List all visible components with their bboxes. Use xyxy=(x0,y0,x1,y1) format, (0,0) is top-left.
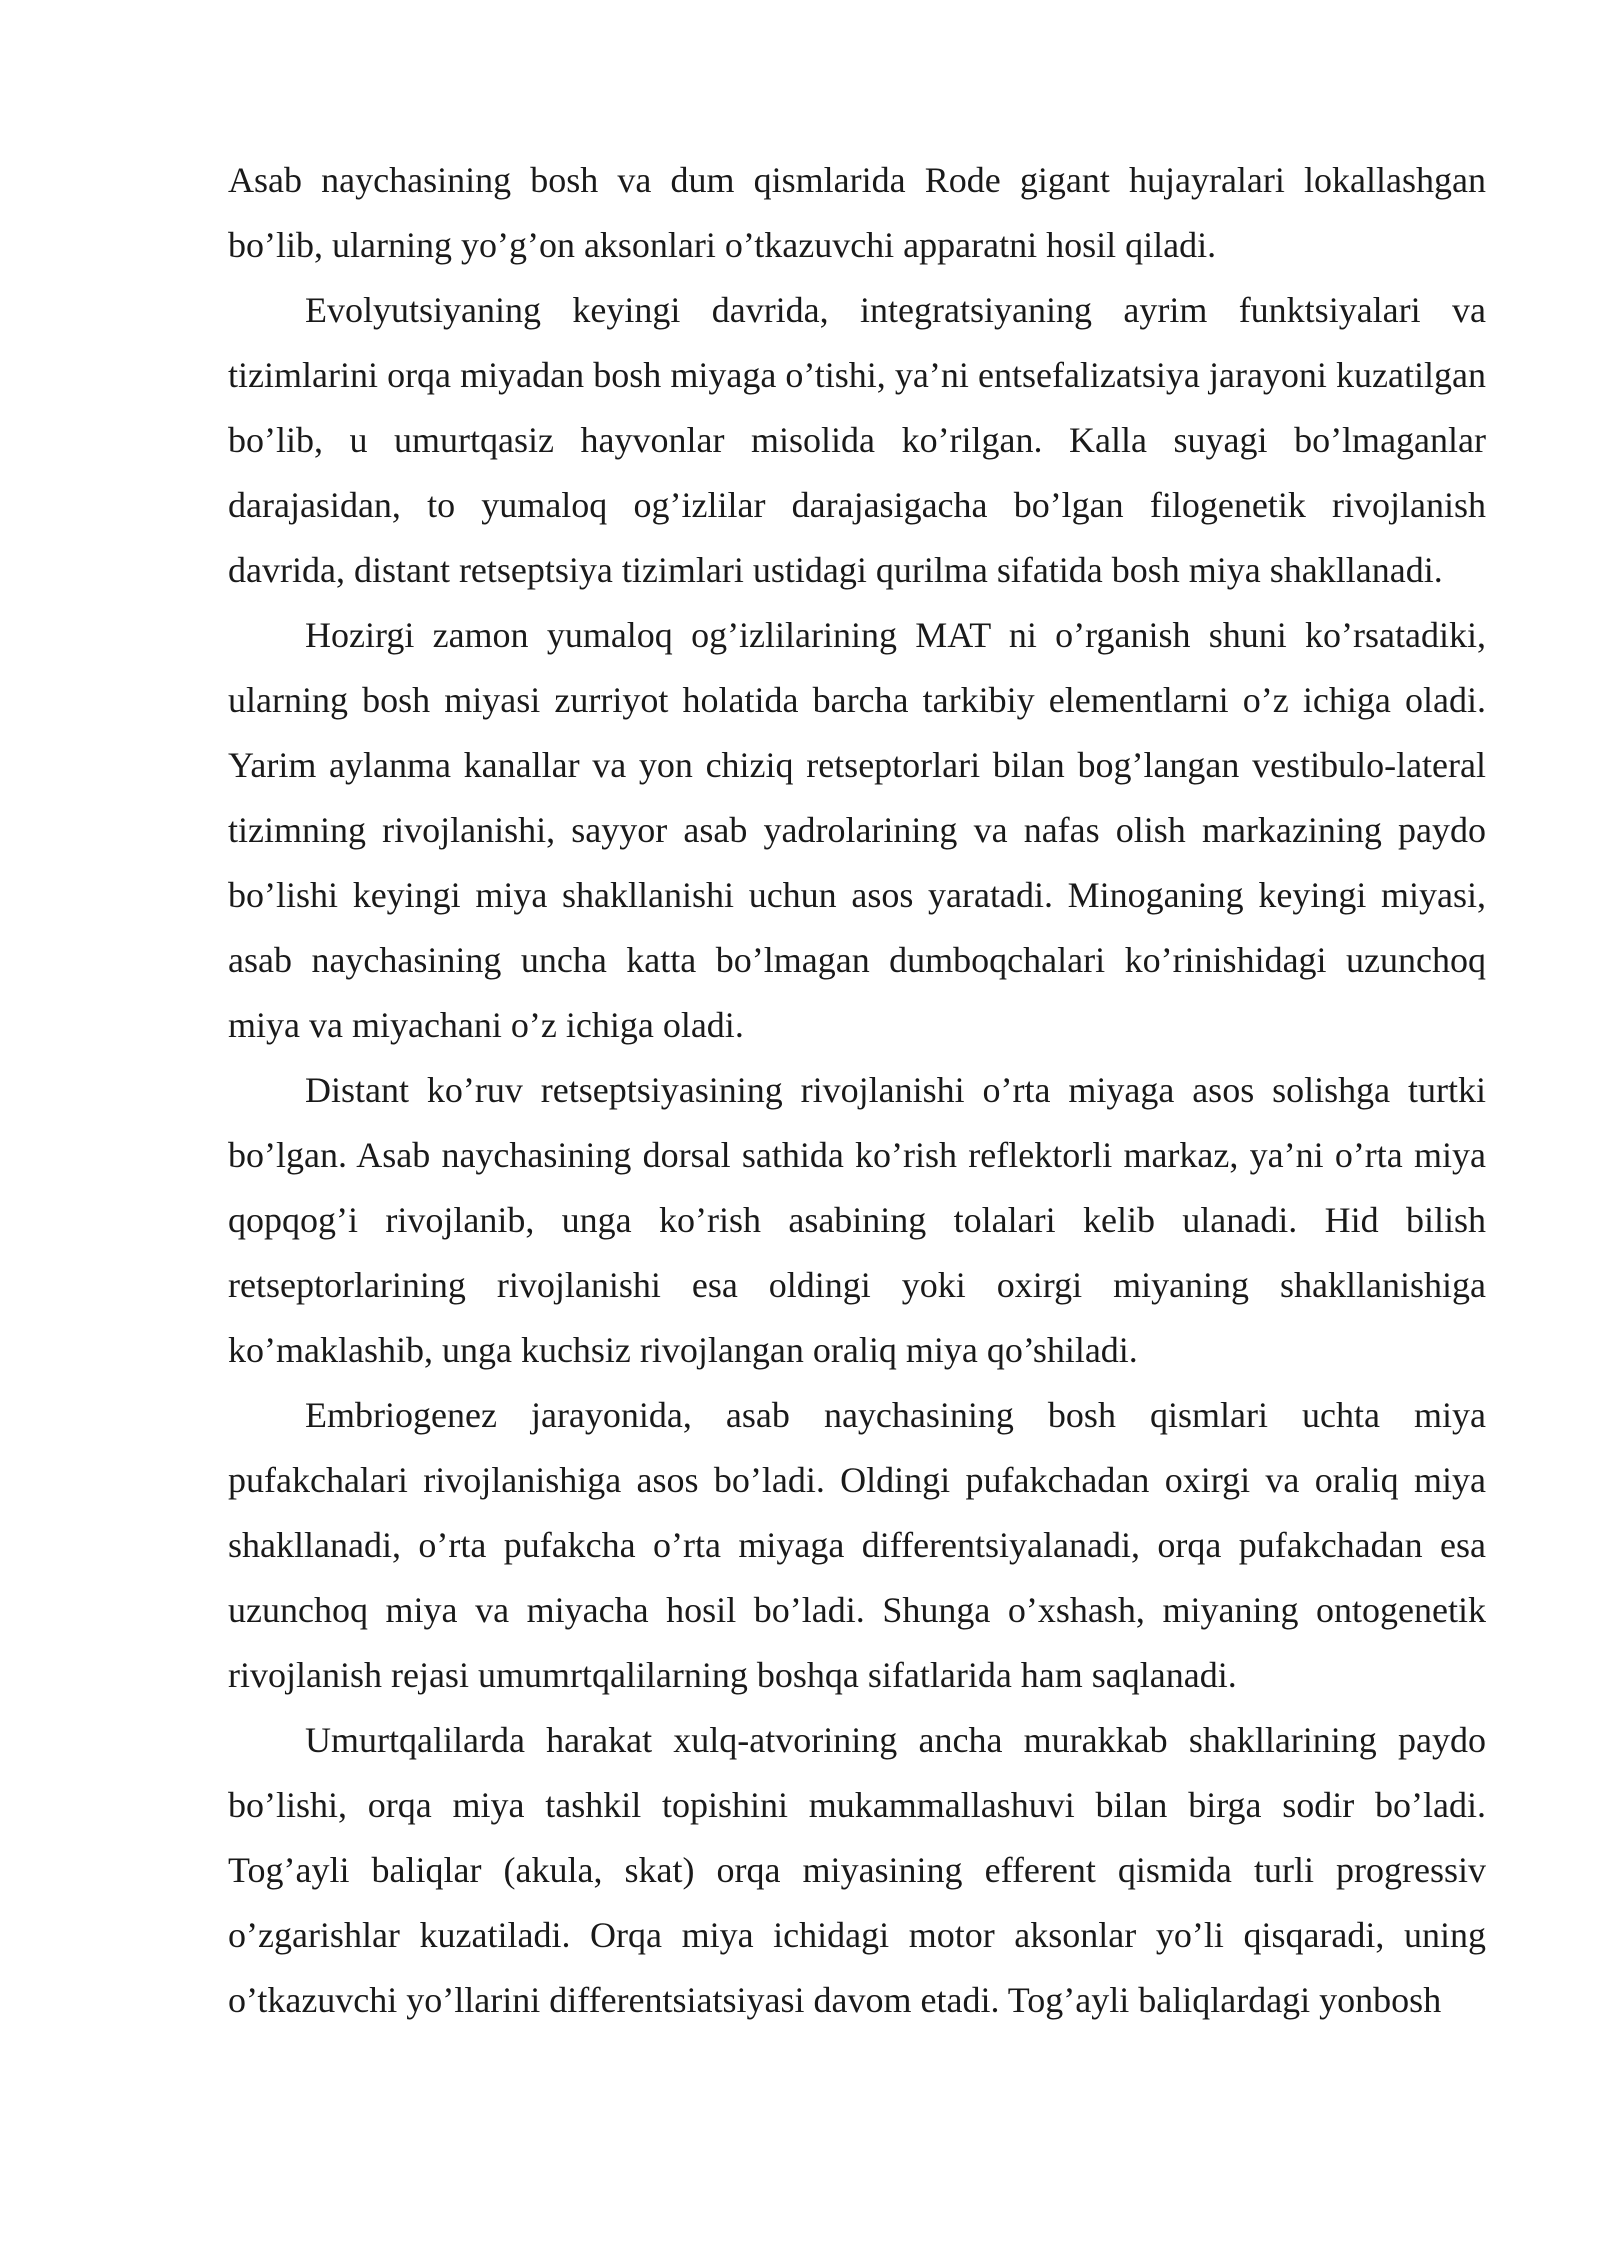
paragraph-4: Distant ko’ruv retseptsiyasining rivojlanishi o’rta miyaga asos solishga turtki bo’lgan. Asab naychasining dorsal sathida ko’rish reflektorli markaz, ya’ni o’rta miya qopqog’i rivojlanib, unga ko’rish asabining tolalari kelib ulanadi. Hid bilish retseptorlarining rivojlanishi esa oldingi yoki oxirgi miyaning shakllanishiga ko’maklashib, unga kuchsiz rivojlangan oraliq miya qo’shiladi. xyxy=(228,1070,1486,1370)
document-body xyxy=(228,148,1486,2033)
paragraph-2: Evolyutsiyaning keyingi davrida, integratsiyaning ayrim funktsiyalari va tizimlarini orqa miyadan bosh miyaga o’tishi, ya’ni entsefalizatsiya jarayoni kuzatilgan bo’lib, u umurtqasiz hayvonlar misolida ko’rilgan. Kalla suyagi bo’lmaganlar darajasidan, to yumaloq og’izlilar darajasigacha bo’lgan filogenetik rivojlanish davrida, distant retseptsiya tizimlari ustidagi qurilma sifatida bosh miya shakllanadi. xyxy=(228,290,1486,590)
paragraph-3: Hozirgi zamon yumaloq og’izlilarining MAT ni o’rganish shuni ko’rsatadiki, ularning bosh miyasi zurriyot holatida barcha tarkibiy elementlarni o’z ichiga oladi. Yarim aylanma kanallar va yon chiziq retseptorlari bilan bog’langan vestibulo-lateral tizimning rivojlanishi, sayyor asab yadrolarining va nafas olish markazining paydo bo’lishi keyingi miya shakllanishi uchun asos yaratadi. Minoganing keyingi miyasi, asab naychasining uncha katta bo’lmagan dumboqchalari ko’rinishidagi uzunchoq miya va miyachani o’z ichiga oladi. xyxy=(228,615,1486,1045)
paragraph-1: Asab naychasining bosh va dum qismlarida Rode gigant hujayralari lokallashgan bo’lib, ularning yo’g’on aksonlari o’tkazuvchi apparatni hosil qiladi. xyxy=(228,160,1486,265)
paragraph-6: Umurtqalilarda harakat xulq-atvorining ancha murakkab shakllarining paydo bo’lishi, orqa miya tashkil topishini mukammallashuvi bilan birga sodir bo’ladi. Tog’ayli baliqlar (akula, skat) orqa miyasining efferent qismida turli progressiv o’zgarishlar kuzatiladi. Orqa miya ichidagi motor aksonlar yo’li qisqaradi, uning o’tkazuvchi yo’llarini differentsiatsiyasi davom etadi. Tog’ayli baliqlardagi yonbosh xyxy=(228,1720,1486,2020)
paragraph-5: Embriogenez jarayonida, asab naychasining bosh qismlari uchta miya pufakchalari rivojlanishiga asos bo’ladi. Oldingi pufakchadan oxirgi va oraliq miya shakllanadi, o’rta pufakcha o’rta miyaga differentsiyalanadi, orqa pufakchadan esa uzunchoq miya va miyacha hosil bo’ladi. Shunga o’xshash, miyaning ontogenetik rivojlanish rejasi umumrtqalilarning boshqa sifatlarida ham saqlanadi. xyxy=(228,1395,1486,1695)
